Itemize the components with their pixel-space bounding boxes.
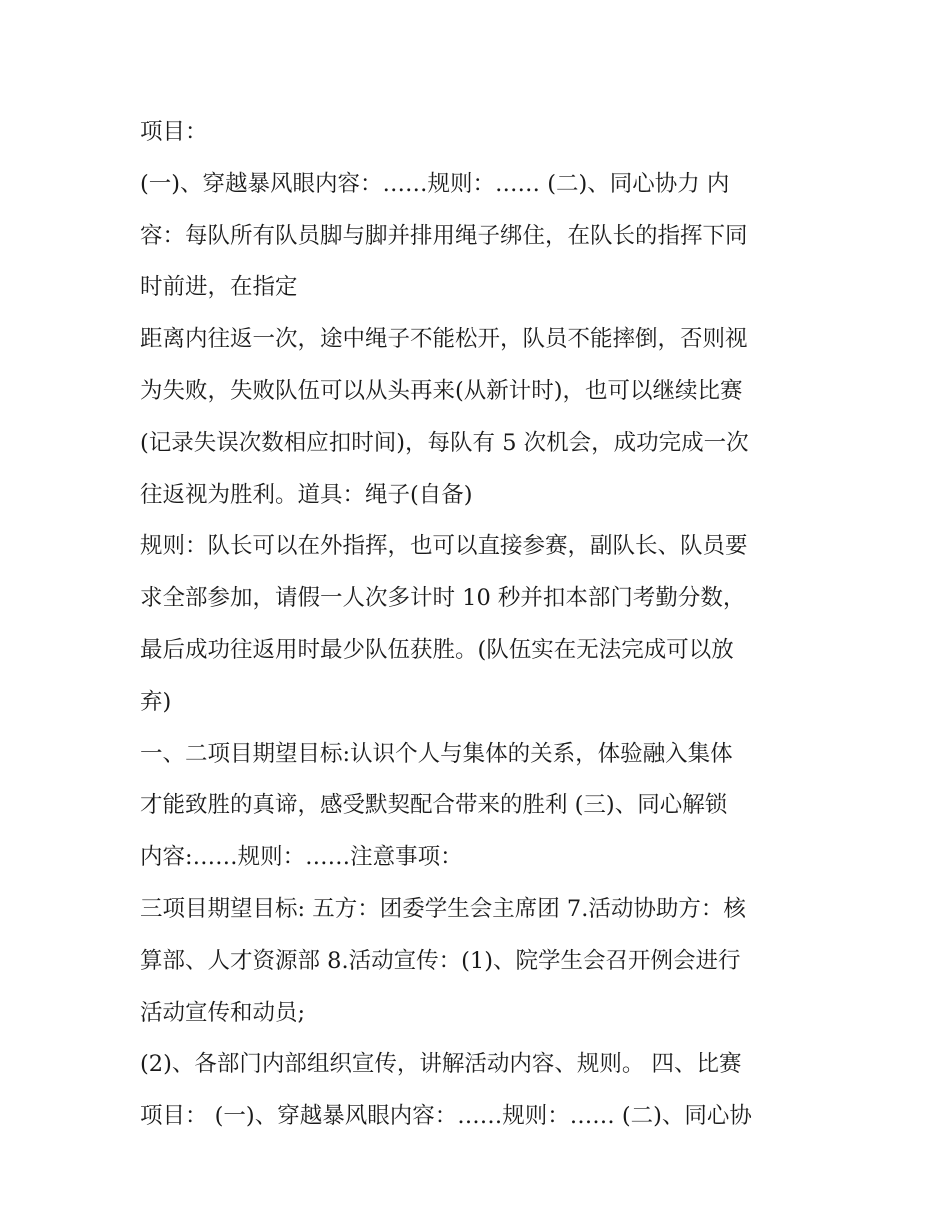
text-line: 内容:……规则：……注意事项： <box>140 844 463 871</box>
text-line: (2)、各部门内部组织宣传，讲解活动内容、规则。 四、比赛 <box>140 1051 742 1078</box>
text-line: 才能致胜的真谛，感受默契配合带来的胜利 (三)、同心解锁 <box>140 792 728 819</box>
text-line: (一)、穿越暴风眼内容：……规则：…… (二)、同心协力 内 <box>140 170 730 197</box>
text-line: 弃) <box>140 688 172 715</box>
text-line: 距离内往返一次，途中绳子不能松开，队员不能摔倒，否则视 <box>140 326 748 353</box>
text-line: 时前进，在指定 <box>140 274 298 301</box>
text-line: 往返视为胜利。道具：绳子(自备) <box>140 481 473 508</box>
text-line: 项目： (一)、穿越暴风眼内容：……规则：…… (二)、同心协 <box>140 1103 752 1130</box>
text-line: (记录失误次数相应扣时间)，每队有 5 次机会，成功完成一次 <box>140 429 749 456</box>
text-line: 求全部参加，请假一人次多计时 10 秒并扣本部门考勤分数， <box>140 585 746 612</box>
text-line: 项目： <box>140 119 208 145</box>
text-line: 一、二项目期望目标:认识个人与集体的关系，体验融入集体 <box>140 740 733 767</box>
text-line: 容：每队所有队员脚与脚并排用绳子绑住，在队长的指挥下同 <box>140 222 748 249</box>
text-line: 三项目期望目标: 五方：团委学生会主席团 7.活动协助方：核 <box>140 895 746 922</box>
document-body <box>140 107 820 1143</box>
text-line: 活动宣传和动员; <box>140 999 306 1026</box>
text-line: 最后成功往返用时最少队伍获胜。(队伍实在无法完成可以放 <box>140 636 734 663</box>
text-line: 算部、人才资源部 8.活动宣传：(1)、院学生会召开例会进行 <box>140 947 741 974</box>
text-line: 规则：队长可以在外指挥，也可以直接参赛，副队长、队员要 <box>140 533 748 560</box>
text-line: 为失败，失败队伍可以从头再来(从新计时)，也可以继续比赛 <box>140 377 743 404</box>
